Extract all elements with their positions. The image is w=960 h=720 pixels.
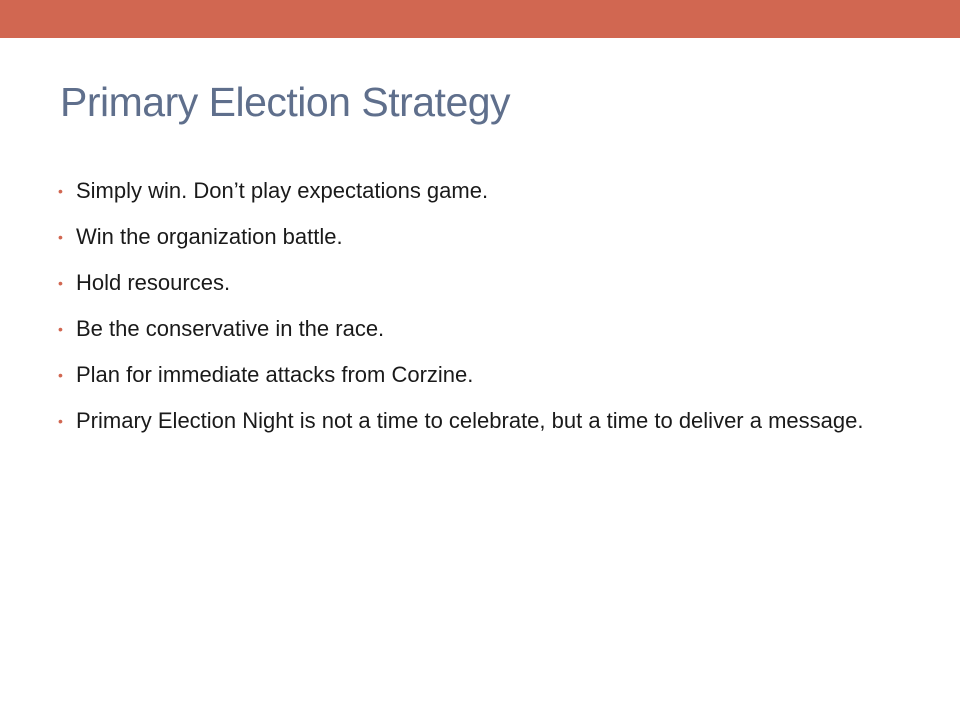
bullet-item — [58, 222, 908, 252]
bullet-item — [58, 314, 908, 344]
accent-bar — [0, 0, 960, 38]
bullet-text: Plan for immediate attacks from Corzine. — [76, 362, 474, 387]
bullet-dot-icon: • — [58, 413, 63, 429]
bullet-dot-icon: • — [58, 275, 63, 291]
bullet-text: Be the conservative in the race. — [76, 316, 385, 341]
bullet-item — [58, 176, 908, 206]
bullet-item — [58, 360, 908, 390]
bullet-text: Win the organization battle. — [76, 224, 343, 249]
bullet-text: Primary Election Night is not a time to celebrate, but a time to deliver a message. — [76, 408, 864, 433]
bullet-list — [58, 176, 908, 452]
bullet-dot-icon: • — [58, 367, 63, 383]
bullet-text: Hold resources. — [76, 270, 231, 295]
bullet-item — [58, 268, 908, 298]
bullet-text: Simply win. Don’t play expectations game. — [76, 178, 489, 203]
bullet-dot-icon: • — [58, 183, 63, 199]
bullet-dot-icon: • — [58, 321, 63, 337]
slide-title: Primary Election Strategy — [60, 79, 511, 125]
bullet-dot-icon: • — [58, 229, 63, 245]
bullet-item — [58, 406, 908, 436]
